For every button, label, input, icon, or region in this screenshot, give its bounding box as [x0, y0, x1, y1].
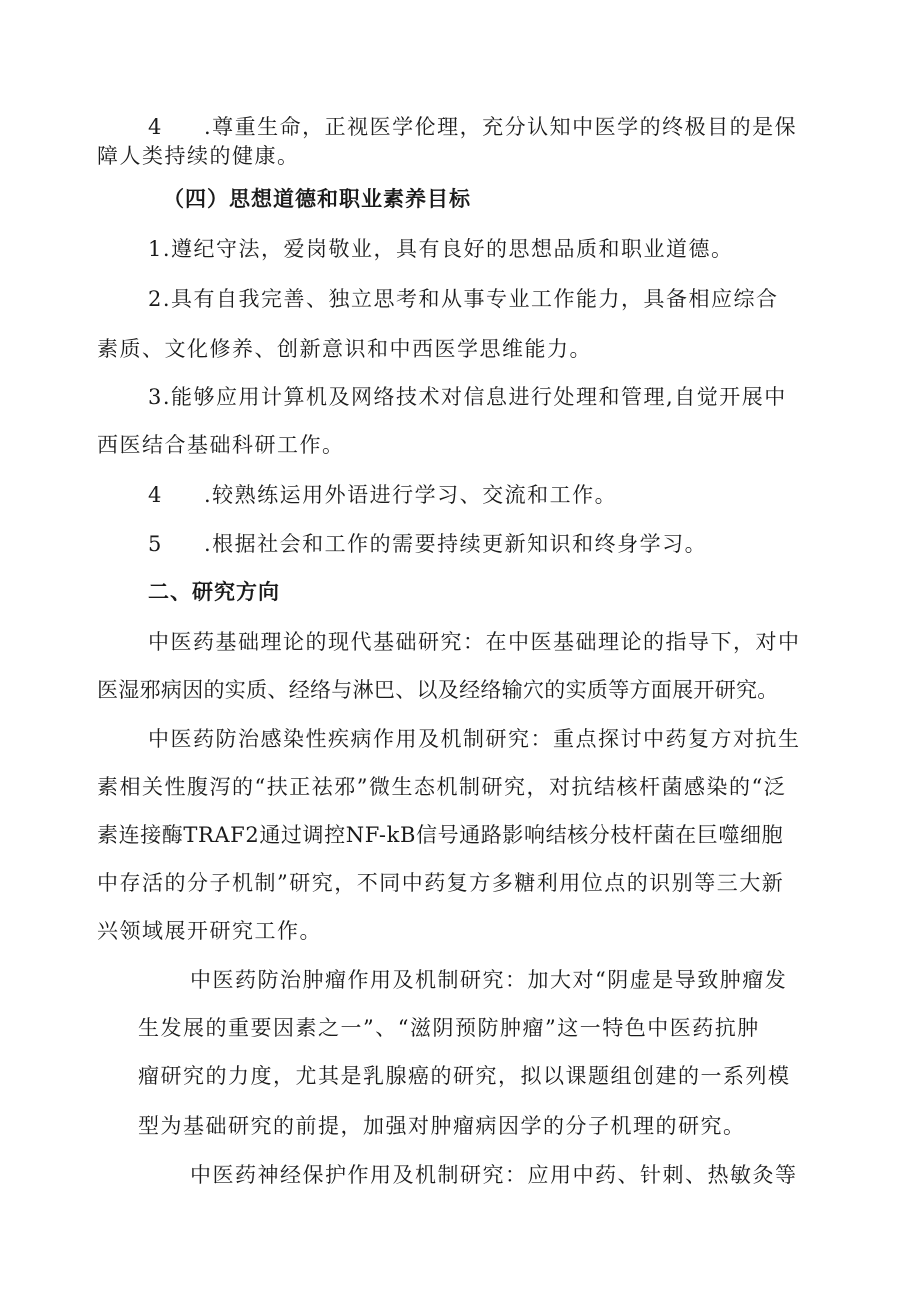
item4-number: 4 — [148, 115, 163, 139]
para3-line2: 生发展的重要因素之一”、“滋阴预防肿瘤”这一特色中医药抗肿 — [138, 1016, 760, 1040]
item3-line2: 西医结合基础科研工作。 — [97, 433, 345, 457]
item2-line1: 2.具有自我完善、独立思考和从事专业工作能力，具备相应综合 — [148, 287, 779, 311]
item4b-text: .较熟练运用外语进行学习、交流和工作。 — [204, 483, 618, 507]
item4-line2: 障人类持续的健康。 — [97, 144, 300, 168]
para2-line1: 中医药防治感染性疾病作用及机制研究：重点探讨中药复方对抗生 — [148, 727, 801, 751]
para3-line4: 型为基础研究的前提，加强对肿瘤病因学的分子机理的研究。 — [138, 1114, 746, 1138]
para1-line1: 中医药基础理论的现代基础研究：在中医基础理论的指导下，对中 — [148, 630, 801, 654]
section4-heading: （四）思想道德和职业素养目标 — [163, 187, 471, 211]
item5 — [148, 529, 707, 559]
para2-line5: 兴领域展开研究工作。 — [97, 919, 322, 943]
para1-line2: 医湿邪病因的实质、经络与淋巴、以及经络输穴的实质等方面展开研究。 — [97, 678, 779, 702]
item2-line2: 素质、文化修养、创新意识和中西医学思维能力。 — [97, 337, 592, 361]
item1: 1.遵纪守法，爱岗敬业，具有良好的思想品质和职业道德。 — [148, 237, 734, 261]
para4-line1: 中医药神经保护作用及机制研究：应用中药、针刺、热敏灸等 — [190, 1163, 798, 1187]
para3-line3: 瘤研究的力度，尤其是乳腺癌的研究，拟以课题组创建的一系列模 — [138, 1064, 791, 1088]
item4b — [148, 480, 617, 510]
item4-text: .尊重生命，正视医学伦理，充分认知中医学的终极目的是保 — [204, 115, 798, 139]
section2-heading: 二、研究方向 — [148, 580, 280, 604]
para2-line3: 素连接酶TRAF2通过调控NF-kB信号通路影响结核分枝杆菌在巨噬细胞 — [97, 823, 784, 847]
item4-line1 — [148, 112, 797, 142]
item3-line1: 3.能够应用计算机及网络技术对信息进行处理和管理,自觉开展中 — [148, 385, 787, 409]
item5-number: 5 — [148, 532, 163, 556]
item4b-number: 4 — [148, 483, 163, 507]
item5-text: .根据社会和工作的需要持续更新知识和终身学习。 — [204, 532, 708, 556]
para2-line2: 素相关性腹泻的“扶正祛邪”微生态机制研究，对抗结核杆菌感染的“泛 — [97, 775, 787, 799]
para3-line1: 中医药防治肿瘤作用及机制研究：加大对“阴虚是导致肿瘤发 — [190, 968, 788, 992]
para2-line4: 中存活的分子机制”研究，不同中药复方多糖利用位点的识别等三大新 — [97, 871, 785, 895]
